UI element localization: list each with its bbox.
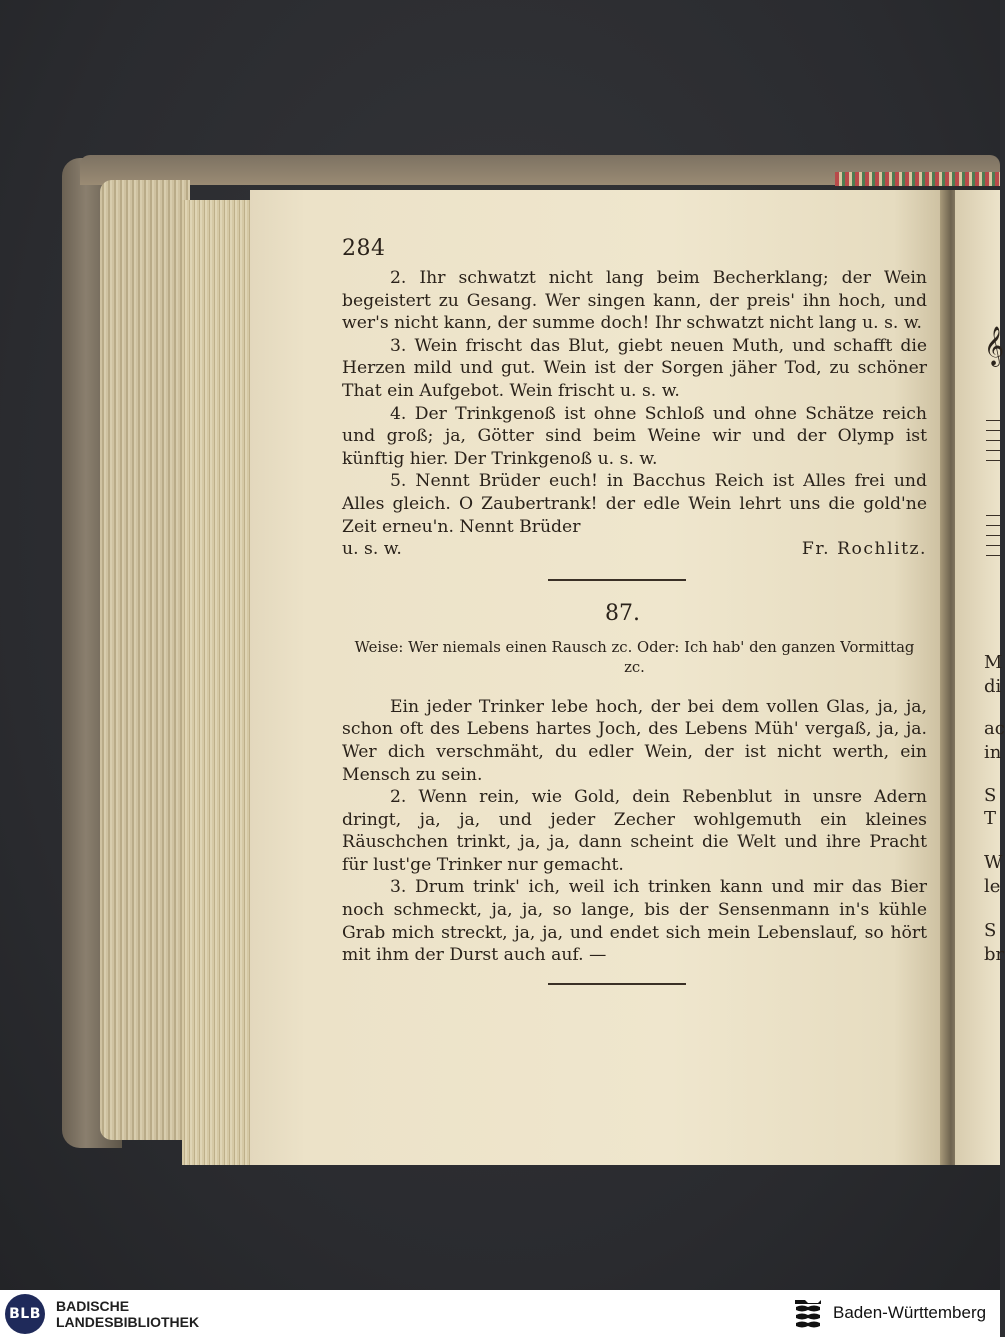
author-signature: Fr. Rochlitz.: [801, 539, 927, 560]
verse-paragraph: 3. Drum trink' ich, weil ich trinken kann und mir das Bier noch schmeckt, ja, ja, so lange, bis der Sensenmann in's kühle Grab mich streckt, ja, ja, und endet sich mein Lebenslauf, so hört mit ihm der Durst auch auf. —: [342, 877, 927, 966]
melody-note: Weise: Wer niemals einen Rausch zc. Oder: Ich hab' den ganzen Vormittag zc.: [354, 638, 915, 676]
right-page-fragment: W: [984, 852, 1003, 873]
right-page-fragment: S: [984, 785, 997, 806]
footer-bar: [0, 1290, 1000, 1337]
section-divider: [548, 983, 686, 985]
right-page-fragment: in: [984, 742, 1002, 763]
verse-continuation: u. s. w.: [342, 539, 402, 560]
signature-line: [342, 538, 927, 561]
library-name-line1: BADISCHE: [56, 1298, 130, 1314]
verse-paragraph: 4. Der Trinkgenoß ist ohne Schloß und ohne Schätze reich und groß; ja, Götter sind beim Weine wir und der Olymp ist künftig hier. Der Trinkgenoß u. s. w.: [342, 403, 927, 469]
right-page-clef-icon: 𝄞: [984, 326, 1005, 366]
page-text-block: [342, 236, 927, 1005]
right-page-fragment: S: [984, 920, 997, 941]
music-staff: [986, 420, 1000, 462]
verse-paragraph: 3. Wein frischt das Blut, giebt neuen Muth, und schafft die Herzen mild und gut. Wein ist der Sorgen jäher Tod, zu schöner That ein Aufgebot. Wein frischt u. s. w.: [342, 335, 927, 401]
library-name-line2: LANDESBIBLIOTHEK: [56, 1314, 200, 1330]
right-page-fragment: T: [984, 808, 997, 829]
verse-paragraph: Ein jeder Trinker lebe hoch, der bei dem vollen Glas, ja, ja, schon oft des Lebens hartes Joch, des Lebens Müh' vergaß, ja, ja. Wer dich verschmäht, du edler Wein, der ist nicht werth, ein Mensch zu sein.: [342, 696, 927, 785]
blb-logo-icon[interactable]: [5, 1294, 45, 1334]
state-name[interactable]: Baden-Württemberg: [833, 1303, 987, 1322]
right-page-fragment: di: [984, 676, 1002, 697]
headband-ribbon: [835, 172, 1000, 186]
right-page-fragment: br: [984, 944, 1005, 965]
music-staff: [986, 515, 1000, 557]
song-number: 87.: [605, 600, 640, 626]
right-page-fragment: le: [984, 876, 1001, 897]
page-fore-edge: [182, 200, 257, 1165]
verse-paragraph: 2. Ihr schwatzt nicht lang beim Becherklang; der Wein begeistert zu Gesang. Wer singen kann, der preis' ihn hoch, und wer's nicht kann, der summe doch! Ihr schwatzt nicht lang u. s. w.: [342, 268, 927, 334]
page-block-edge: [100, 180, 190, 1140]
verse-paragraph: 2. Wenn rein, wie Gold, dein Rebenblut in unsre Adern dringt, ja, ja, und jeder Zecher wohlgemuth ein kleines Räuschchen trinkt, ja, ja, dann scheint die Welt und ihre Pracht für lust'ge Trinker nur gemacht.: [342, 787, 927, 875]
page-number: 284: [342, 236, 386, 261]
logo-text: BLB: [9, 1306, 41, 1322]
state-lions-icon: [792, 1296, 824, 1332]
section-divider: [548, 579, 686, 581]
library-name[interactable]: [56, 1298, 199, 1330]
right-page-fragment: ac: [984, 718, 1005, 739]
verse-paragraph: 5. Nennt Brüder euch! in Bacchus Reich ist Alles frei und Alles gleich. O Zaubertrank! der edle Wein lehrt uns die gold'ne Zeit erneu'n. Nennt Brüder: [342, 471, 927, 537]
right-page-fragment: M: [984, 652, 1003, 673]
